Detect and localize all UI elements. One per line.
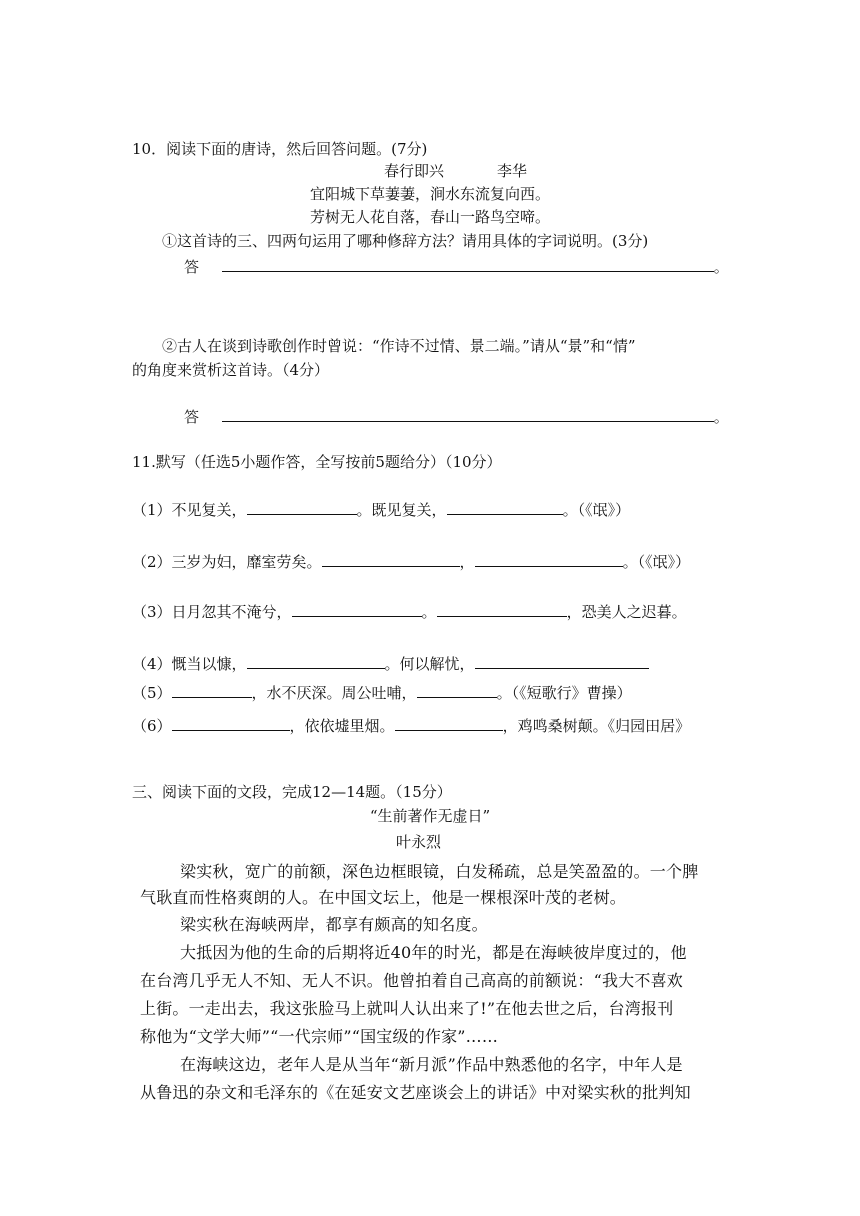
- fill-blank[interactable]: [437, 602, 567, 617]
- answer-blank[interactable]: [222, 407, 714, 422]
- q11-heading: 11.默写（任选5小题作答，全写按前5题给分）（10分）: [132, 453, 502, 471]
- para2: 梁实秋在海峡两岸，都享有颇高的知名度。: [180, 915, 488, 934]
- section3-heading: 三、阅读下面的文段，完成12—14题。（15分）: [132, 783, 452, 801]
- para3-line-1: 大抵因为他的生命的后期将近40年的时光，都是在海峡彼岸度过的，他: [180, 943, 687, 962]
- q11-item-6: [132, 716, 690, 736]
- item-text: （1）不见复关，: [132, 501, 247, 519]
- answer-blank[interactable]: [222, 257, 714, 272]
- q10-sub1: ①这首诗的三、四两句运用了哪种修辞方法？请用具体的字词说明。(3分): [162, 232, 649, 250]
- poem-author: 李华: [497, 162, 528, 180]
- fill-blank[interactable]: [322, 552, 460, 567]
- item-text: 。（《短歌行》曹操）: [496, 684, 632, 702]
- q11-item-1: [132, 500, 630, 520]
- para4-line-2: 从鲁迅的杂文和毛泽东的《在延安文艺座谈会上的讲话》中对梁实秋的批判知: [140, 1083, 691, 1102]
- article-title: “生前著作无虚日”: [369, 807, 491, 825]
- q11-item-2: [132, 552, 690, 572]
- fill-blank[interactable]: [417, 683, 497, 698]
- fill-blank[interactable]: [172, 683, 252, 698]
- item-text: ，恐美人之迟暮。: [566, 603, 687, 621]
- answer-label: 答: [184, 408, 200, 426]
- poem-line-1: 宜阳城下草萋萋，涧水东流复向西。: [309, 185, 550, 203]
- q10-sub1-answer-line[interactable]: [184, 257, 729, 277]
- item-text: （4）慨当以慷，: [132, 655, 247, 673]
- fill-blank[interactable]: [292, 602, 422, 617]
- para1-line-1: 梁实秋，宽广的前额，深色边框眼镜，白发稀疏，总是笑盈盈的。一个脾: [180, 862, 699, 881]
- q11-item-4: [132, 654, 649, 674]
- item-text: ，鸡鸣桑树颠。《归园田居》: [502, 717, 691, 735]
- item-text: （2）三岁为妇，靡室劳矣。: [132, 553, 322, 571]
- item-text: 。（《氓》）: [562, 501, 631, 519]
- para3-line-4: 称他为“文学大师”“一代宗师”“国宝级的作家”……: [140, 1027, 499, 1046]
- fill-blank[interactable]: [395, 716, 503, 731]
- item-text: 。既见复关，: [356, 501, 447, 519]
- para3-line-3: 上街。一走出去，我这张脸马上就叫人认出来了!”在他去世之后，台湾报刊: [140, 999, 674, 1018]
- item-text: 。: [421, 603, 437, 621]
- q11-item-3: [132, 602, 687, 622]
- para4-line-1: 在海峡这边，老年人是从当年“新月派”作品中熟悉他的名字，中年人是: [180, 1055, 683, 1074]
- poem-line-2: 芳树无人花自落，春山一路鸟空啼。: [309, 208, 550, 226]
- para1-line-2: 气耿直而性格爽朗的人。在中国文坛上，他是一棵根深叶茂的老树。: [140, 888, 627, 907]
- poem-title: 春行即兴: [384, 162, 445, 180]
- q10-sub2-answer-line[interactable]: [184, 407, 729, 427]
- para3-line-2: 在台湾几乎无人不知、无人不识。他曾拍着自己高高的前额说：“我大不喜欢: [140, 971, 683, 990]
- fill-blank[interactable]: [172, 716, 290, 731]
- item-text: ，依依墟里烟。: [289, 717, 395, 735]
- fill-blank[interactable]: [247, 654, 385, 669]
- item-text: （6）: [132, 717, 172, 735]
- item-text: ，: [459, 553, 475, 571]
- item-text: （3）日月忽其不淹兮，: [132, 603, 292, 621]
- item-text: ，水不厌深。周公吐哺，: [251, 684, 417, 702]
- fill-blank[interactable]: [475, 654, 649, 669]
- item-text: 。（《氓》）: [622, 553, 691, 571]
- q11-item-5: [132, 683, 632, 703]
- article-author: 叶永烈: [396, 833, 442, 851]
- answer-label: 答: [184, 258, 200, 276]
- q10-heading: 10．阅读下面的唐诗，然后回答问题。(7分): [132, 140, 428, 158]
- answer-end: 。: [713, 408, 729, 426]
- q10-sub2-line-2: 的角度来赏析这首诗。（4分）: [132, 361, 330, 379]
- fill-blank[interactable]: [475, 552, 623, 567]
- item-text: （5）: [132, 684, 172, 702]
- fill-blank[interactable]: [247, 500, 357, 515]
- fill-blank[interactable]: [447, 500, 563, 515]
- q10-sub2-line-1: ②古人在谈到诗歌创作时曾说：“作诗不过情、景二端。”请从“景”和“情”: [162, 337, 636, 355]
- answer-end: 。: [713, 258, 729, 276]
- item-text: 。何以解忧，: [384, 655, 475, 673]
